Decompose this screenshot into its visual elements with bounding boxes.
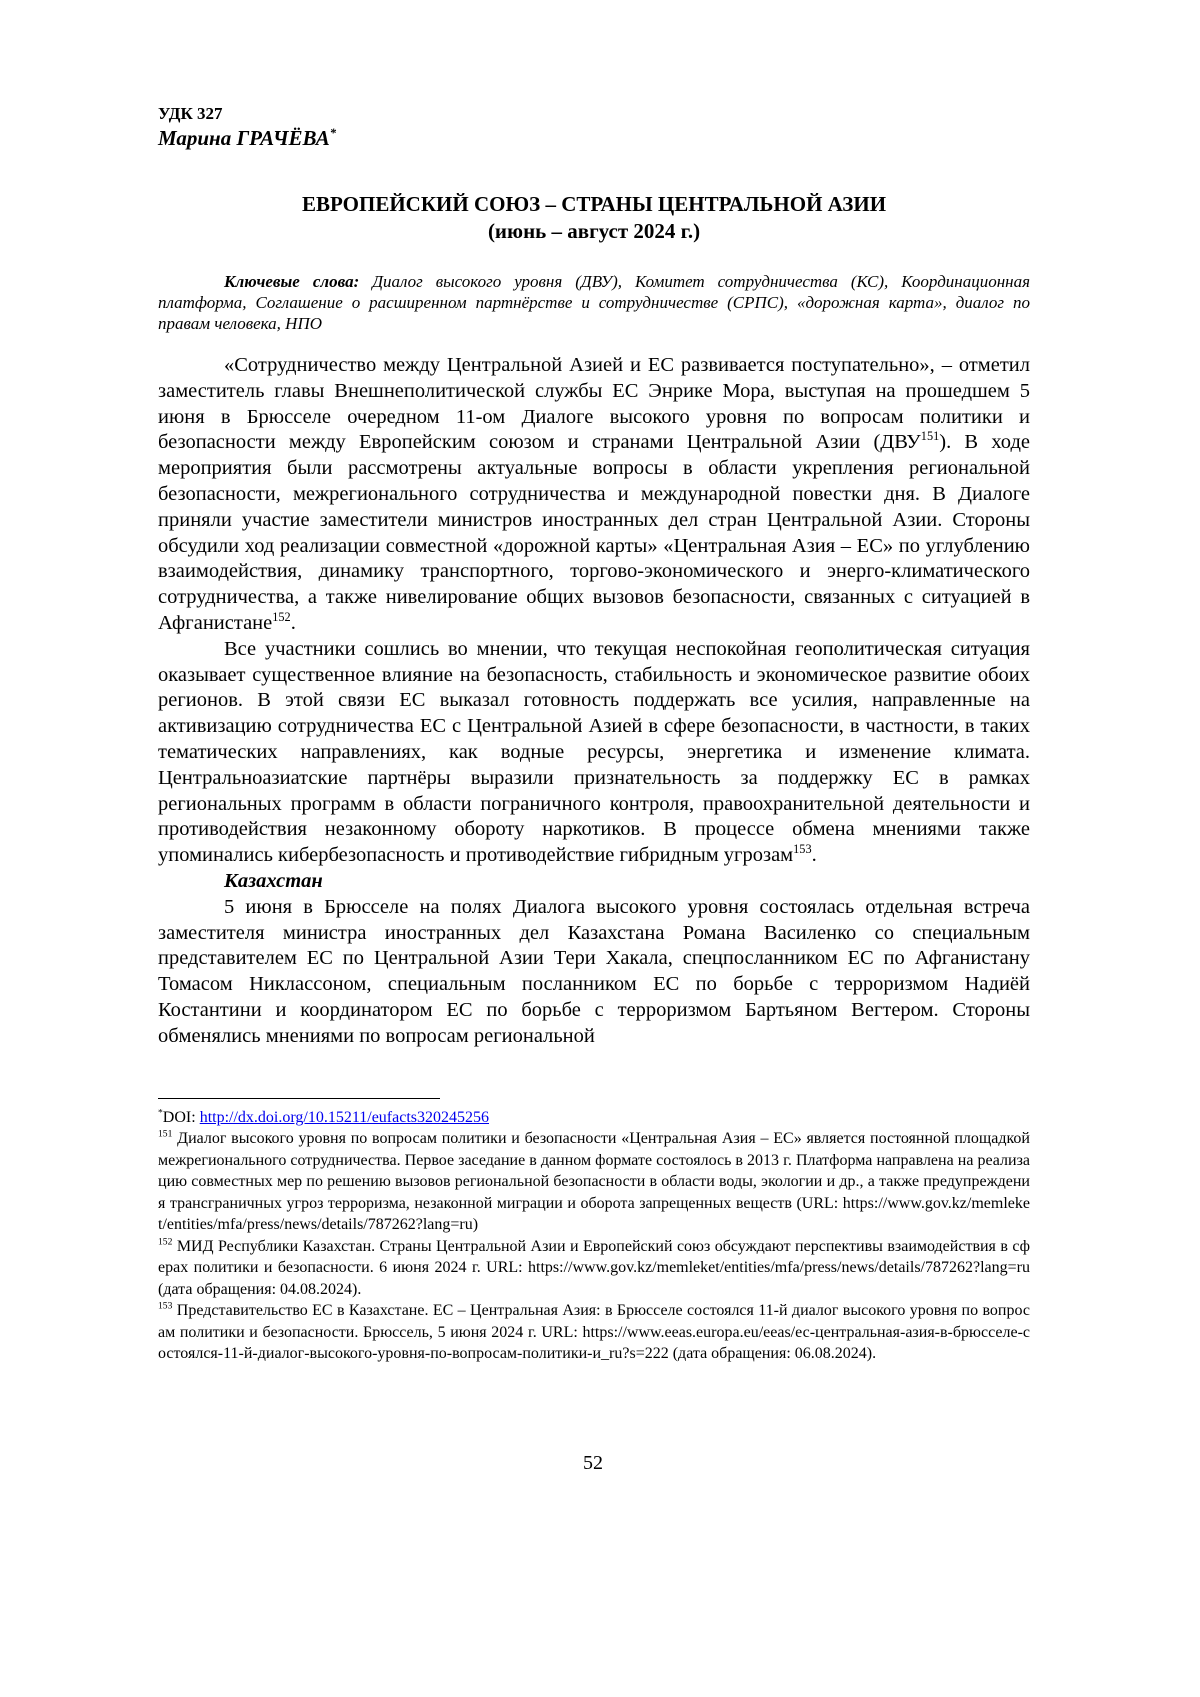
footnote-152 (158, 1236, 1030, 1301)
footnote-153-text: Представительство ЕС в Казахстане. ЕС – Центральная Азия: в Брюсселе состоялся 11-й диалог высокого уровня по вопросам политики и безопасности. Брюссель, 5 июня 2024 г. URL: https://www.eeas.europa.eu/eeas/ес-центральная-азия-в-брюсселе-состоялся-11-й-диалог-высокого-уровня-по-вопросам-политики-и_ru?s=222 (дата обращения: 06.08.2024). (158, 1302, 1030, 1363)
p1-text-c: . (290, 611, 296, 634)
footnote-151-text: Диалог высокого уровня по вопросам политики и безопасности «Центральная Азия – ЕС» является постоянной площадкой межрегионального сотрудничества. Первое заседание в данном формате состоялось в 2013 г. Платформа направлена на реализацию совместных мер по решению вызовов региональной безопасности в области воды, экологии и др., а также предупреждения трансграничных угроз терроризма, незаконной миграции и оборота запрещенных веществ (URL: https://www.gov.kz/memleket/entities/mfa/press/news/details/787262?lang=ru) (158, 1130, 1030, 1234)
doi-link[interactable]: http://dx.doi.org/10.15211/eufacts320245256 (199, 1108, 489, 1126)
doi-mark: * (158, 1107, 163, 1119)
author-name (158, 125, 1030, 151)
keywords-label: Ключевые слова: (224, 272, 360, 291)
paragraph-1 (158, 353, 1030, 637)
page-number: 52 (583, 1452, 603, 1474)
p2-text-a: Все участники сошлись во мнении, что текущая неспокойная геополитическая ситуация оказывает существенное влияние на безопасность, стабильность и экономическое развитие обоих регионов. В этой связи ЕС выказал готовность поддержать все усилия, направленные на активизацию сотрудничества ЕС с Центральной Азией в сфере безопасности, в частности, в таких тематических направлениях, как водные ресурсы, энергетика и изменение климата. Центральноазиатские партнёры выразили признательность за поддержку ЕС в рамках региональных программ в области пограничного контроля, правоохранительной деятельности и противодействия незаконному обороту наркотиков. В процессе обмена мнениями также упоминались кибербезопасность и противодействие гибридным угрозам (158, 637, 1030, 867)
article-title (158, 191, 1030, 245)
title-line-1: ЕВРОПЕЙСКИЙ СОЮЗ – СТРАНЫ ЦЕНТРАЛЬНОЙ АЗИИ (301, 192, 887, 216)
footnote-152-number: 152 (158, 1236, 173, 1248)
p2-text-b: . (811, 844, 817, 867)
footnote-ref-152[interactable]: 152 (272, 610, 291, 625)
footnote-151 (158, 1128, 1030, 1236)
footnote-153-number: 153 (158, 1300, 173, 1312)
section-heading-kazakhstan: Казахстан (224, 869, 323, 892)
author-footnote-mark[interactable]: * (329, 126, 337, 140)
paragraph-3: 5 июня в Брюсселе на полях Диалога высокого уровня состоялась отдельная встреча заместителя министра иностранных дел Казахстана Романа Василенко со специальным представителем ЕС по Центральной Азии Тери Хакала, спецпосланником ЕС по Афганистану Томасом Никлассоном, специальным посланником ЕС по борьбе с терроризмом Надиёй Костантини и координатором ЕС по борьбе с терроризмом Бартьяном Вегтером. Стороны обменялись мнениями по вопросам региональной (158, 895, 1030, 1047)
footnote-doi (158, 1107, 1030, 1129)
p1-text-a: «Сотрудничество между Центральной Азией и ЕС развивается поступательно», – отметил заместитель главы Внешнеполитической службы ЕС Энрике Мора, выступая на прошедшем 5 июня в Брюсселе очередном 11-ом Диалоге высокого уровня по вопросам политики и безопасности между Европейским союзом и странами Центральной Азии (ДВУ (158, 354, 1030, 454)
keywords-text: Диалог высокого уровня (ДВУ), Комитет сотрудничества (КС), Координационная платформа, Соглашение о расширенном партнёрстве и сотрудничестве (СРПС), «дорожная карта», диалог по правам человека, НПО (158, 272, 1030, 333)
document-page (158, 100, 1030, 1365)
footnote-ref-153[interactable]: 153 (793, 842, 812, 857)
p1-text-b: ). В ходе мероприятия были рассмотрены актуальные вопросы в области укрепления региональной безопасности, межрегионального сотрудничества и международной повестки дня. В Диалоге приняли участие заместители министров иностранных дел стран Центральной Азии. Стороны обсудили ход реализации совместной «дорожной карты» «Центральная Азия – ЕС» по углублению взаимодействия, динамику транспортного, торгово-экономического и энерго-климатического сотрудничества, а также нивелирование общих вызовов безопасности, связанных с ситуацией в Афганистане (158, 431, 1030, 634)
doi-label: DOI: (162, 1108, 200, 1126)
author-text: Марина ГРАЧЁВА (158, 126, 330, 150)
paragraph-2 (158, 637, 1030, 869)
udk-code: УДК 327 (158, 104, 223, 123)
footnote-divider (158, 1098, 440, 1099)
footnote-153 (158, 1300, 1030, 1365)
keywords (158, 271, 1030, 334)
footnotes (158, 1107, 1030, 1365)
footnote-ref-151[interactable]: 151 (920, 429, 940, 444)
title-line-2: (июнь – август 2024 г.) (487, 219, 701, 243)
article-body (158, 353, 1030, 1050)
footnote-151-number: 151 (158, 1128, 173, 1140)
footnote-152-text: МИД Республики Казахстан. Страны Центральной Азии и Европейский союз обсуждают перспективы взаимодействия в сферах политики и безопасности. 6 июня 2024 г. URL: https://www.gov.kz/memleket/entities/mfa/press/news/details/787262?lang=ru (дата обращения: 04.08.2024). (158, 1237, 1030, 1298)
